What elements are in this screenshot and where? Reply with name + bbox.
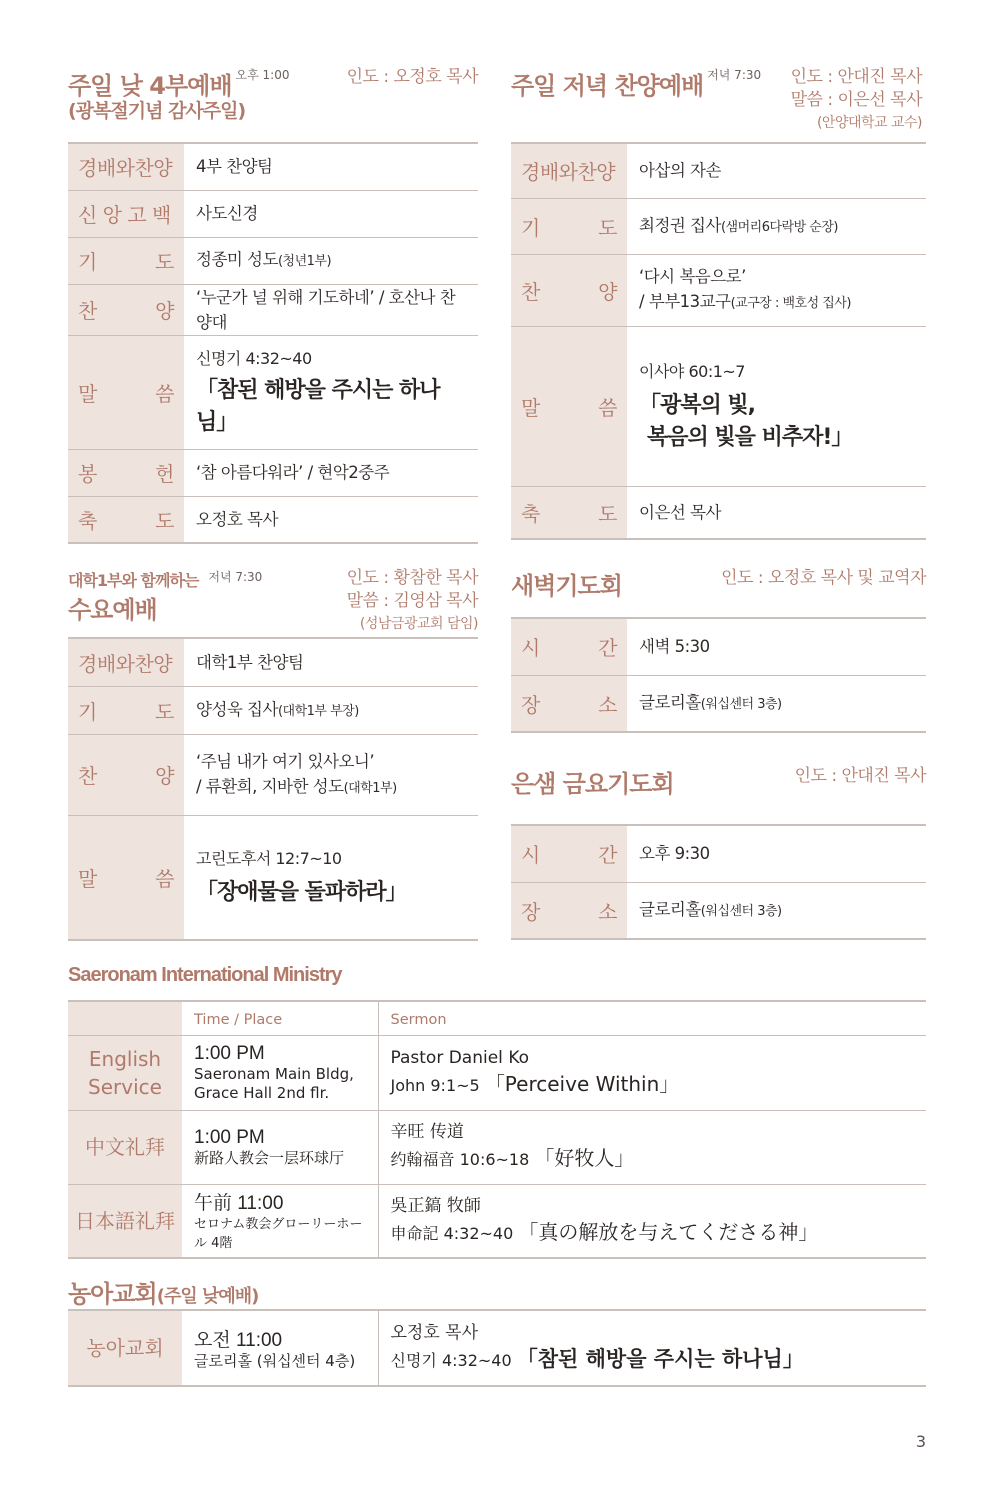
row-value [627, 326, 926, 486]
dawn-leader: 인도 : 오정호 목사 및 교역자 [721, 568, 926, 588]
row-label: 말 씀 [511, 326, 627, 486]
friday-title: 은샘 금요기도회 [511, 770, 674, 798]
row-label: 장 소 [511, 882, 627, 939]
sermon-title-line1: 「광복의 빛, [639, 392, 756, 418]
row-label: 기 도 [68, 686, 184, 734]
row-value [184, 815, 478, 940]
table-row [68, 284, 478, 335]
wednesday-pre-title: 대학1부와 함께하는 $^{저녁 7:30}$ [68, 570, 263, 590]
sunday-evening-title: 주일 저녁 찬양예배 $^{저녁 7:30}$ [511, 68, 762, 100]
row-value: 양성욱 집사(대학1부 부장) [184, 686, 478, 734]
wednesday-title: 수요예배 [68, 596, 157, 624]
row-value: 사도신경 [184, 190, 478, 237]
table-header-row [68, 1001, 926, 1035]
page-number: 3 [915, 1432, 926, 1451]
row-value: 최정권 집사(샘머리6다락방 순장) [627, 198, 926, 254]
sunday-evening-table [511, 142, 926, 540]
sunday-evening-time: 저녁 7:30 [707, 68, 762, 82]
table-row [68, 143, 478, 190]
deaf-church-label: 농아교회 [68, 1310, 182, 1386]
time-place-cell: 午前 11:00 セロナム教会グローリーホール 4階 [182, 1184, 378, 1258]
table-row [68, 237, 478, 284]
row-label: 경배와찬양 [511, 143, 627, 198]
row-label: 찬 양 [68, 734, 184, 815]
row-value: 글로리홀(워십센터 3층) [627, 675, 926, 732]
table-row [511, 326, 926, 486]
row-label: 시 간 [511, 825, 627, 882]
row-value: 오후 9:30 [627, 825, 926, 882]
sunday-4th-title: 주일 낮 4부예배 $^{오후 1:00}$ [68, 68, 290, 100]
time-place-cell: 1:00 PM Saeronam Main Bldg, Grace Hall 2nd flr. [182, 1035, 378, 1110]
table-row [68, 1110, 926, 1184]
header-sermon: Sermon [378, 1001, 926, 1035]
table-row [511, 825, 926, 882]
deaf-church-title: 농아교회(주일 낮예배) [68, 1280, 259, 1308]
wednesday-credits: 인도 : 황참한 목사 말씀 : 김영삼 목사 (성남금광교회 담임) [346, 568, 478, 632]
table-row [68, 190, 478, 237]
row-label: 신 앙 고 백 [68, 190, 184, 237]
table-row [68, 638, 478, 686]
row-value: ‘참 아름다워라’ / 현악2중주 [184, 449, 478, 496]
wednesday-table [68, 637, 478, 941]
time-place-cell: 오전 11:00 글로리홀 (워십센터 4층) [182, 1310, 378, 1386]
service-label-japanese: 日本語礼拜 [68, 1184, 182, 1258]
row-label: 축 도 [68, 496, 184, 543]
table-row [68, 686, 478, 734]
header-blank [68, 1001, 182, 1035]
friday-table [511, 824, 926, 940]
row-label: 봉 헌 [68, 449, 184, 496]
sunday-4th-leader: 인도 : 오정호 목사 [346, 67, 478, 87]
international-title: Saeronam International Ministry [68, 964, 342, 986]
row-label: 축 도 [511, 486, 627, 539]
row-label: 경배와찬양 [68, 143, 184, 190]
table-row [511, 143, 926, 198]
row-label: 찬 양 [68, 284, 184, 335]
table-row [68, 815, 478, 940]
international-table [68, 1000, 926, 1259]
row-value: 글로리홀(워십센터 3층) [627, 882, 926, 939]
sermon-title-line2: 복음의 빛을 비추자!」 [647, 424, 853, 450]
sunday-4th-time: 오후 1:00 [235, 68, 290, 82]
row-label: 경배와찬양 [68, 638, 184, 686]
scripture-ref: 신명기 4:32~40 [196, 348, 312, 368]
wednesday-time: 저녁 7:30 [208, 570, 263, 584]
row-label: 기 도 [511, 198, 627, 254]
table-row [511, 198, 926, 254]
row-label: 말 씀 [68, 335, 184, 449]
table-row [68, 734, 478, 815]
row-value: ‘다시 복음으로’ / 부부13교구(교구장 : 백호성 집사) [627, 254, 926, 326]
deaf-church-table [68, 1309, 926, 1387]
row-label: 기 도 [68, 237, 184, 284]
row-value: 오정호 목사 [184, 496, 478, 543]
table-row [511, 618, 926, 675]
table-row [68, 1184, 926, 1258]
row-value: 4부 찬양팀 [184, 143, 478, 190]
sunday-evening-credits: 인도 : 안대진 목사 말씀 : 이은선 목사 (안양대학교 교수) [790, 67, 922, 131]
table-row [68, 1035, 926, 1110]
table-row [68, 335, 478, 449]
service-label-chinese: 中文礼拜 [68, 1110, 182, 1184]
row-label: 말 씀 [68, 815, 184, 940]
table-row [68, 449, 478, 496]
sermon-title: 「장애물을 돌파하라」 [196, 879, 407, 905]
row-value [184, 335, 478, 449]
row-value: 대학1부 찬양팀 [184, 638, 478, 686]
row-value: ‘누군가 널 위해 기도하네’ / 호산나 찬양대 [184, 284, 478, 335]
table-row [68, 1310, 926, 1386]
row-value: ‘주님 내가 여기 있사오니’ / 류환희, 지바한 성도(대학1부) [184, 734, 478, 815]
dawn-title: 새벽기도회 [511, 572, 622, 600]
table-row [511, 882, 926, 939]
table-row [511, 486, 926, 539]
sunday-4th-table [68, 142, 478, 544]
row-label: 장 소 [511, 675, 627, 732]
table-row [511, 675, 926, 732]
row-label: 찬 양 [511, 254, 627, 326]
sermon-cell: 吳正鎬 牧師 申命記 4:32~40 「真の解放を与えてくださる神」 [378, 1184, 926, 1258]
row-value: 이은선 목사 [627, 486, 926, 539]
sunday-4th-subtitle: (광복절기념 감사주일) [68, 100, 246, 122]
row-value: 정종미 성도(청년1부) [184, 237, 478, 284]
sermon-cell: Pastor Daniel Ko John 9:1~5 「Perceive Within」 [378, 1035, 926, 1110]
row-value: 새벽 5:30 [627, 618, 926, 675]
friday-leader: 인도 : 안대진 목사 [794, 766, 926, 786]
sermon-title: 「참된 해방을 주시는 하나님」 [196, 377, 440, 435]
time-place-cell: 1:00 PM 新路人教会一层环球厅 [182, 1110, 378, 1184]
dawn-table [511, 617, 926, 733]
scripture-ref: 이사야 60:1~7 [639, 361, 745, 381]
table-row [511, 254, 926, 326]
header-time-place: Time / Place [182, 1001, 378, 1035]
table-row [68, 496, 478, 543]
row-label: 시 간 [511, 618, 627, 675]
sermon-cell: 辛旺 传道 约翰福音 10:6~18 「好牧人」 [378, 1110, 926, 1184]
service-label-english: English Service [68, 1035, 182, 1110]
row-value: 아삽의 자손 [627, 143, 926, 198]
scripture-ref: 고린도후서 12:7~10 [196, 848, 342, 868]
sermon-cell: 오정호 목사 신명기 4:32~40 「참된 해방을 주시는 하나님」 [378, 1310, 926, 1386]
